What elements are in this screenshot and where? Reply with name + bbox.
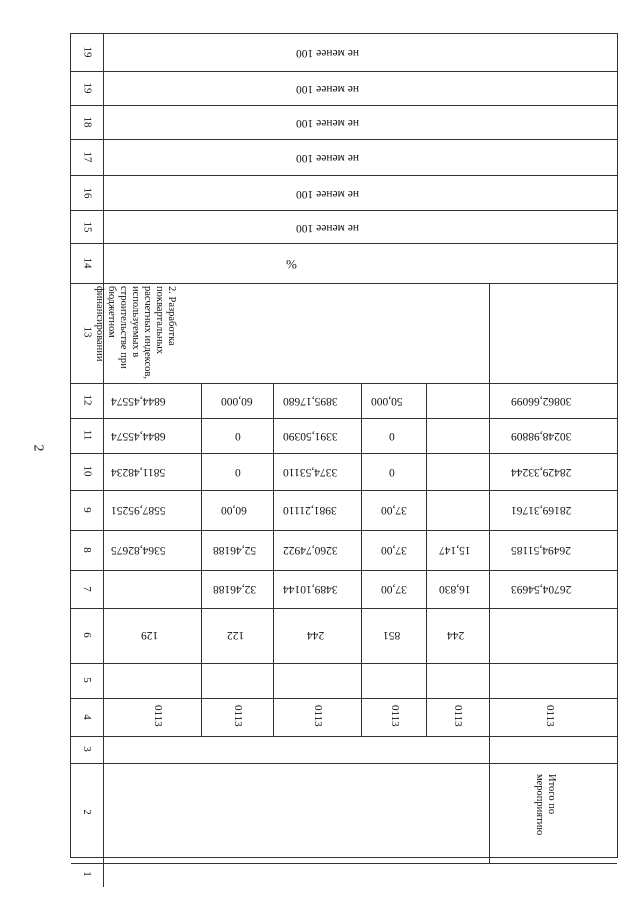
row-col-4 xyxy=(71,699,617,737)
col-number: 15 xyxy=(81,221,93,233)
cell-value: 37,00 xyxy=(381,544,407,556)
col-number: 17 xyxy=(81,151,93,163)
row-col-16 xyxy=(71,176,617,211)
cell-value: 30248,98809 xyxy=(511,430,572,442)
row-col-19b xyxy=(71,34,617,72)
col-number: 4 xyxy=(81,714,93,720)
col-number: 2 xyxy=(81,809,93,815)
row-col-6 xyxy=(71,609,617,664)
cell-value: 6844,45574 xyxy=(111,395,166,407)
row-col-7 xyxy=(71,571,617,609)
page-number: 2 xyxy=(30,444,46,452)
cell-value: 3981,21110 xyxy=(283,504,337,516)
code-value: 0113 xyxy=(544,705,556,727)
cell-value: 30862,66099 xyxy=(511,395,572,407)
budget-table xyxy=(70,33,618,877)
cell-value: 3374,53110 xyxy=(283,466,338,478)
row-col-17 xyxy=(71,140,617,176)
col-number: 16 xyxy=(81,187,93,199)
target-value: не менее 100 xyxy=(296,188,360,200)
col-number: 18 xyxy=(81,116,93,128)
col-number: 19 xyxy=(81,82,93,94)
target-value: не менее 100 xyxy=(296,83,360,95)
target-value: не менее 100 xyxy=(296,152,360,164)
col-number: 11 xyxy=(81,429,93,441)
cell-value: 3489,10144 xyxy=(283,583,338,595)
cell-value: 3895,17680 xyxy=(283,395,338,407)
cell-value: 5364,82675 xyxy=(111,544,166,556)
cell-value: 0 xyxy=(235,466,241,478)
code-value: 0113 xyxy=(152,705,164,727)
col-number: 3 xyxy=(81,746,93,752)
row-col-13 xyxy=(71,284,617,384)
col-number: 14 xyxy=(81,257,93,269)
cell-value: 60,000 xyxy=(221,395,253,407)
col-number: 6 xyxy=(81,632,93,638)
cell-value: 28169,31761 xyxy=(511,504,572,516)
row-col-15 xyxy=(71,211,617,244)
cell-value: 50,000 xyxy=(371,395,403,407)
cell-value: 3260,74922 xyxy=(283,544,338,556)
code-value: 0113 xyxy=(232,705,244,727)
cell-value: 244 xyxy=(307,629,325,641)
col-number: 13 xyxy=(81,326,93,338)
cell-value: 0 xyxy=(389,430,395,442)
cell-value: 26704,54693 xyxy=(511,583,572,595)
cell-value: 6844,45574 xyxy=(111,430,166,442)
col-number: 5 xyxy=(81,677,93,683)
row-col-9 xyxy=(71,491,617,531)
row-col-14 xyxy=(71,244,617,284)
col-number: 10 xyxy=(81,465,93,477)
cell-value: 52,46188 xyxy=(213,544,257,556)
row-col-1 xyxy=(71,864,617,887)
cell-value: 851 xyxy=(383,629,401,641)
cell-value: 28429,33244 xyxy=(511,466,572,478)
cell-value: 244 xyxy=(447,629,465,641)
total-label: Итого по мероприятию xyxy=(534,774,557,836)
row-col-3 xyxy=(71,737,617,764)
code-value: 0113 xyxy=(389,705,401,727)
cell-value: 3391,50390 xyxy=(283,430,338,442)
row-col-11 xyxy=(71,419,617,454)
cell-value: 0 xyxy=(389,466,395,478)
row-col-18 xyxy=(71,106,617,140)
cell-value: 129 xyxy=(141,629,159,641)
target-value: не менее 100 xyxy=(296,222,360,234)
col-number: 19 xyxy=(81,46,93,58)
row-col-19 xyxy=(71,72,617,106)
cell-value: 0 xyxy=(235,430,241,442)
code-value: 0113 xyxy=(312,705,324,727)
target-value: не менее 100 xyxy=(296,47,360,59)
row-col-8 xyxy=(71,531,617,571)
cell-value: 37,00 xyxy=(381,504,407,516)
cell-value: 37,00 xyxy=(381,583,407,595)
row-col-2 xyxy=(71,764,617,864)
cell-value: 60,00 xyxy=(221,504,247,516)
code-value: 0113 xyxy=(452,705,464,727)
cell-value: 16,830 xyxy=(439,583,471,595)
col-number: 12 xyxy=(81,394,93,406)
target-value: не менее 100 xyxy=(296,117,360,129)
row-col-12 xyxy=(71,384,617,419)
col-number: 9 xyxy=(81,507,93,513)
unit-value: % xyxy=(286,257,297,272)
cell-value: 122 xyxy=(227,629,245,641)
measure-label: 2. Разработка поквартальных расчетных индексов, используемых в строительстве при бюджетном финансировании xyxy=(94,286,177,380)
cell-value: 5587,95251 xyxy=(111,504,166,516)
cell-value: 15,147 xyxy=(439,544,471,556)
cell-value: 5811,48234 xyxy=(111,466,166,478)
row-col-10 xyxy=(71,454,617,491)
col-number: 7 xyxy=(81,586,93,592)
col-number: 1 xyxy=(81,871,93,877)
cell-value: 26494,51185 xyxy=(511,544,571,556)
col-number: 8 xyxy=(81,547,93,553)
row-col-5 xyxy=(71,664,617,699)
cell-value: 32,46188 xyxy=(213,583,257,595)
